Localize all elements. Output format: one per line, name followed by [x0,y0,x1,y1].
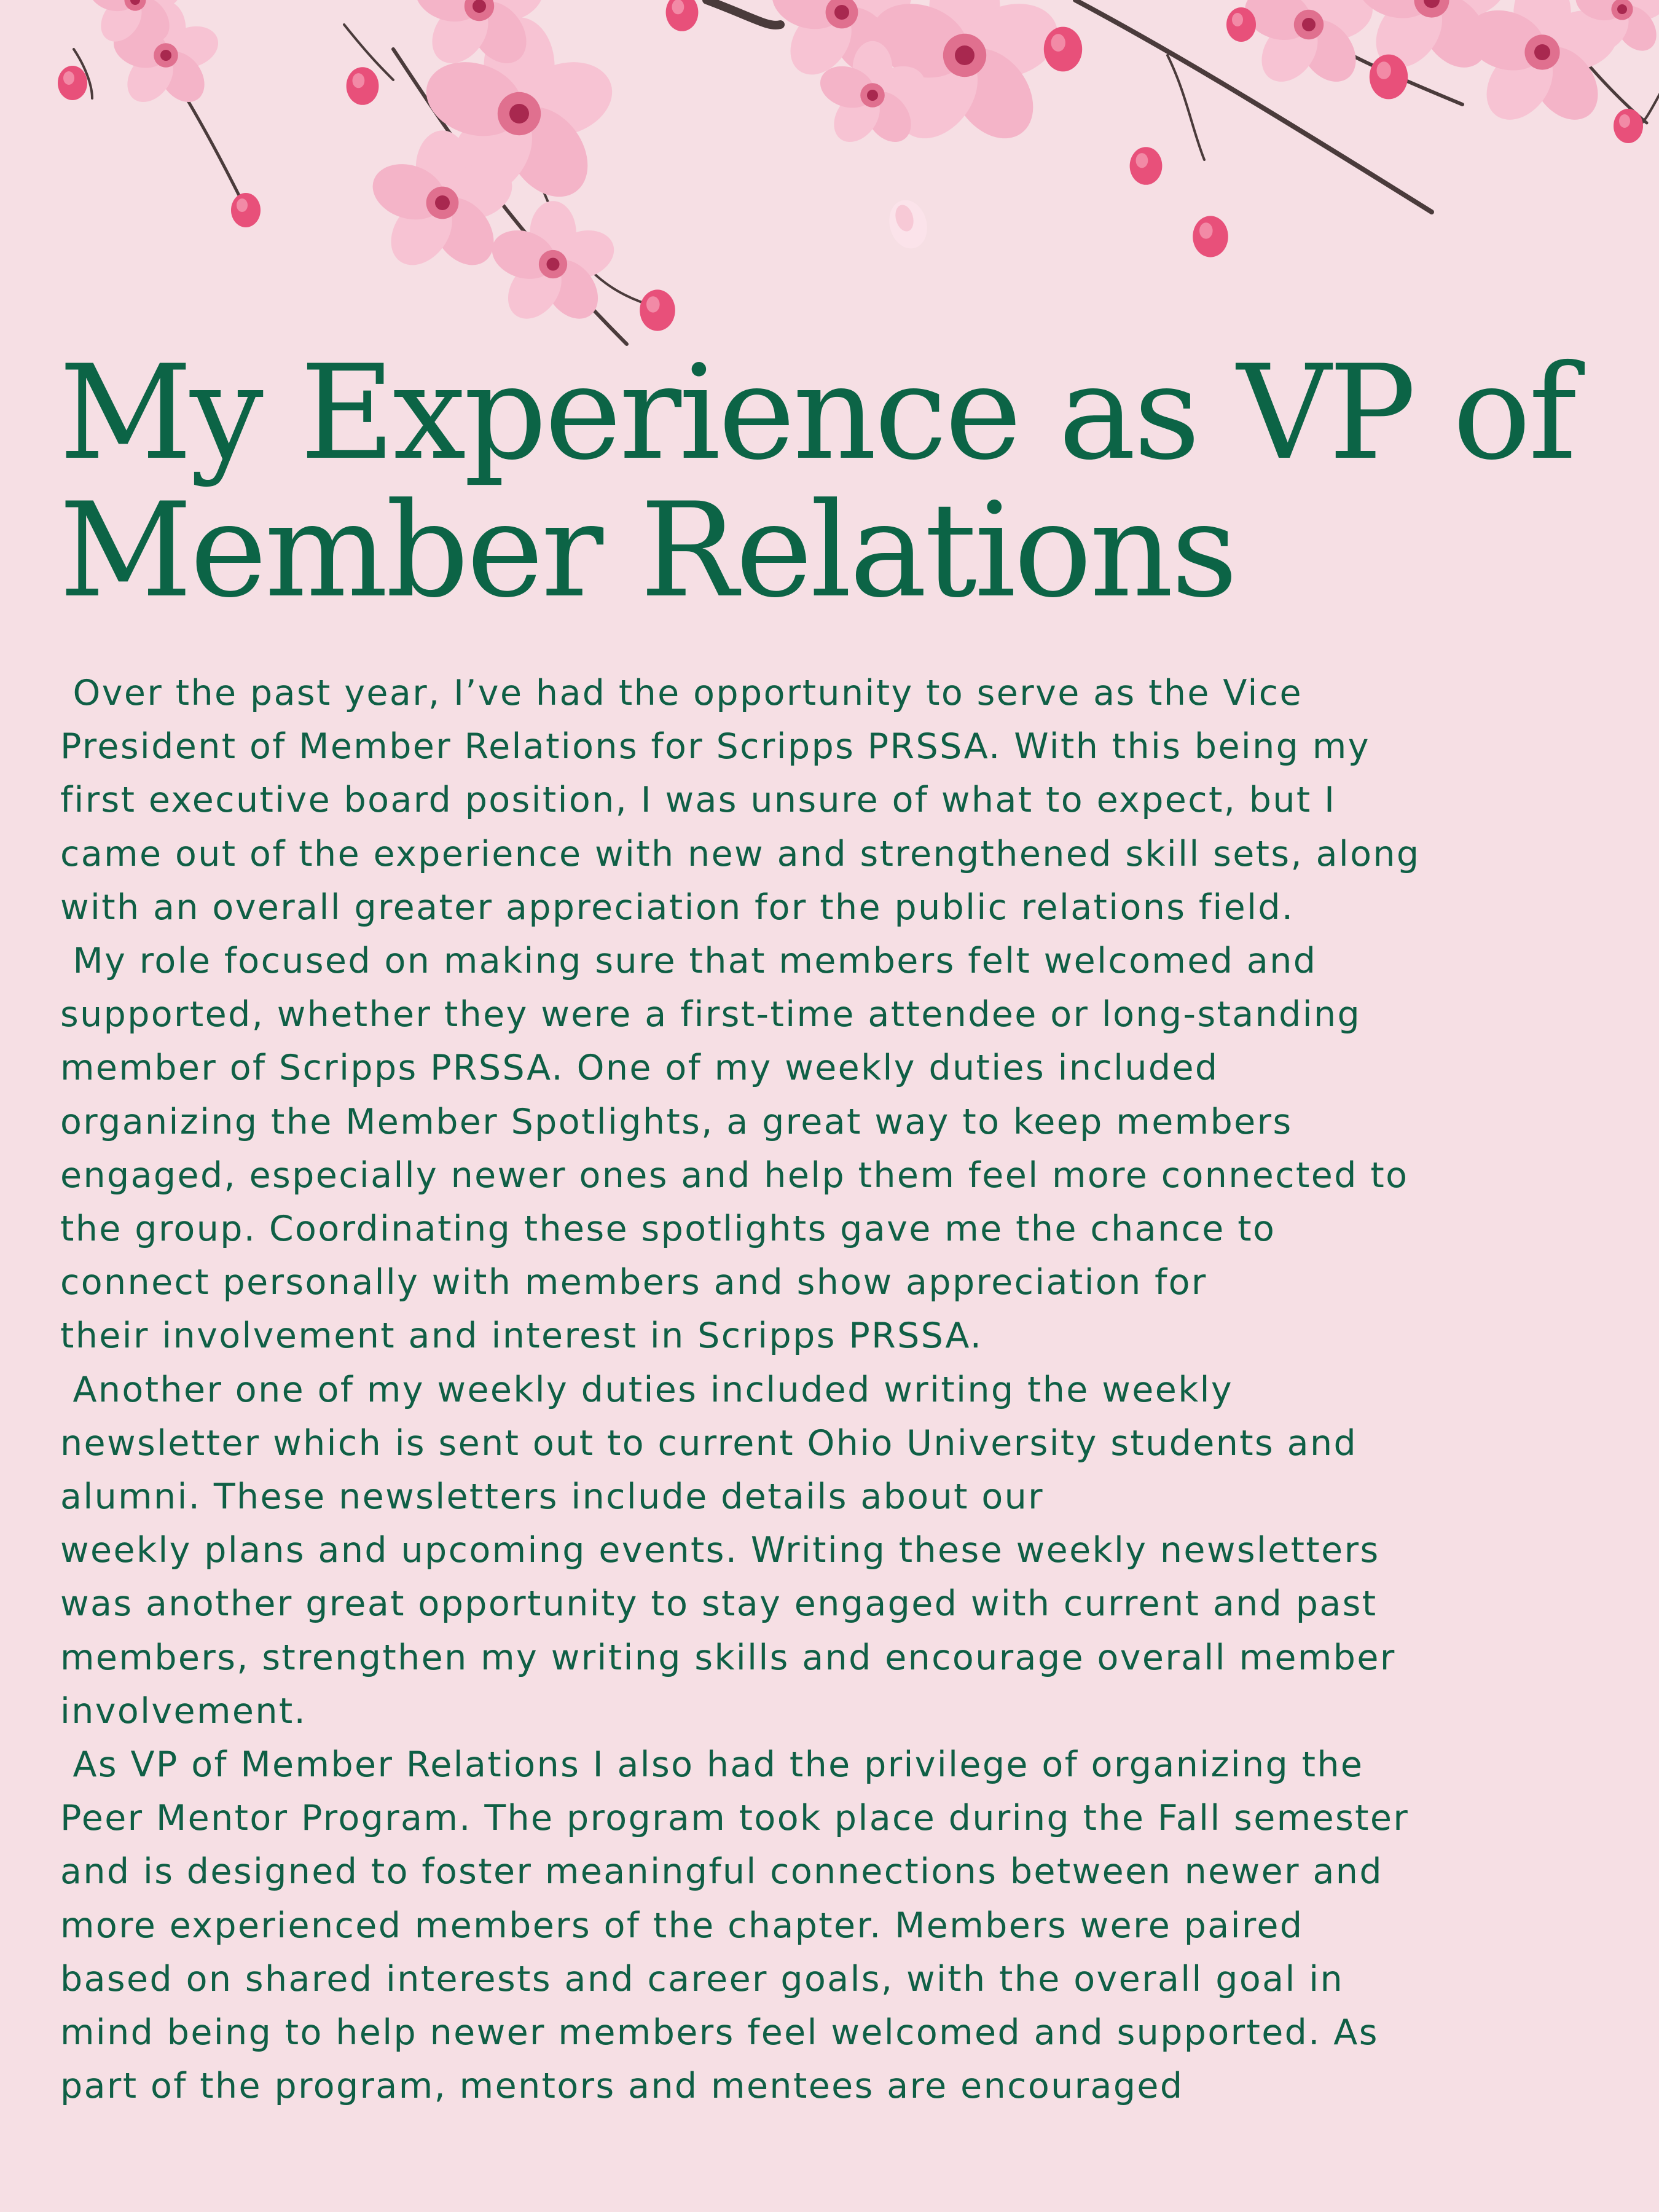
body-line: involvement. [60,1690,307,1732]
title-line: My Experience as VP of [59,337,1575,488]
body-line: connect personally with members and show appreciation for [60,1262,1207,1303]
body-line: supported, whether they were a first-time attendee or long-standing [60,994,1362,1035]
title-line: Member Relations [59,474,1236,626]
body-line: was another great opportunity to stay engaged with current and past [60,1583,1378,1625]
body-line: newsletter which is sent out to current Ohio University students and [60,1422,1358,1464]
body-line: their involvement and interest in Scripps PRSSA. [60,1316,983,1357]
body-line: My role focused on making sure that members felt welcomed and [60,941,1317,982]
body-line: part of the program, mentors and mentees are encouraged [60,2066,1184,2107]
body-line: members, strengthen my writing skills and encourage overall member [60,1637,1396,1678]
body-line: organizing the Member Spotlights, a great way to keep members [60,1101,1293,1142]
body-line: and is designed to foster meaningful connections between newer and [60,1851,1383,1892]
body-line: came out of the experience with new and strengthened skill sets, along [60,833,1421,874]
body-line: Another one of my weekly duties included writing the weekly [60,1369,1233,1410]
body-line: engaged, especially newer ones and help them feel more connected to [60,1155,1409,1196]
body-line: more experienced members of the chapter. Members were paired [60,1905,1304,1946]
body-line: based on shared interests and career goals, with the overall goal in [60,1958,1344,1999]
page-title [59,337,1632,626]
body-line: member of Scripps PRSSA. One of my weekly duties included [60,1048,1219,1089]
body-line: with an overall greater appreciation for the public relations field. [60,887,1295,928]
body-line: first executive board position, I was unsure of what to expect, but I [60,780,1336,821]
body-line: President of Member Relations for Scripps PRSSA. With this being my [60,726,1370,767]
body-line: weekly plans and upcoming events. Writing these weekly newsletters [60,1530,1380,1571]
body-line: As VP of Member Relations I also had the privilege of organizing the [60,1744,1364,1786]
article-body [60,667,1633,2113]
body-line: the group. Coordinating these spotlights gave me the chance to [60,1209,1276,1250]
body-line: mind being to help newer members feel welcomed and supported. As [60,2012,1379,2053]
cherry-blossom-branch-icon [0,0,1659,356]
body-line: Peer Mentor Program. The program took place during the Fall semester [60,1798,1410,1839]
body-line: alumni. These newsletters include details about our [60,1477,1045,1518]
body-line: Over the past year, I’ve had the opportunity to serve as the Vice [60,673,1303,713]
